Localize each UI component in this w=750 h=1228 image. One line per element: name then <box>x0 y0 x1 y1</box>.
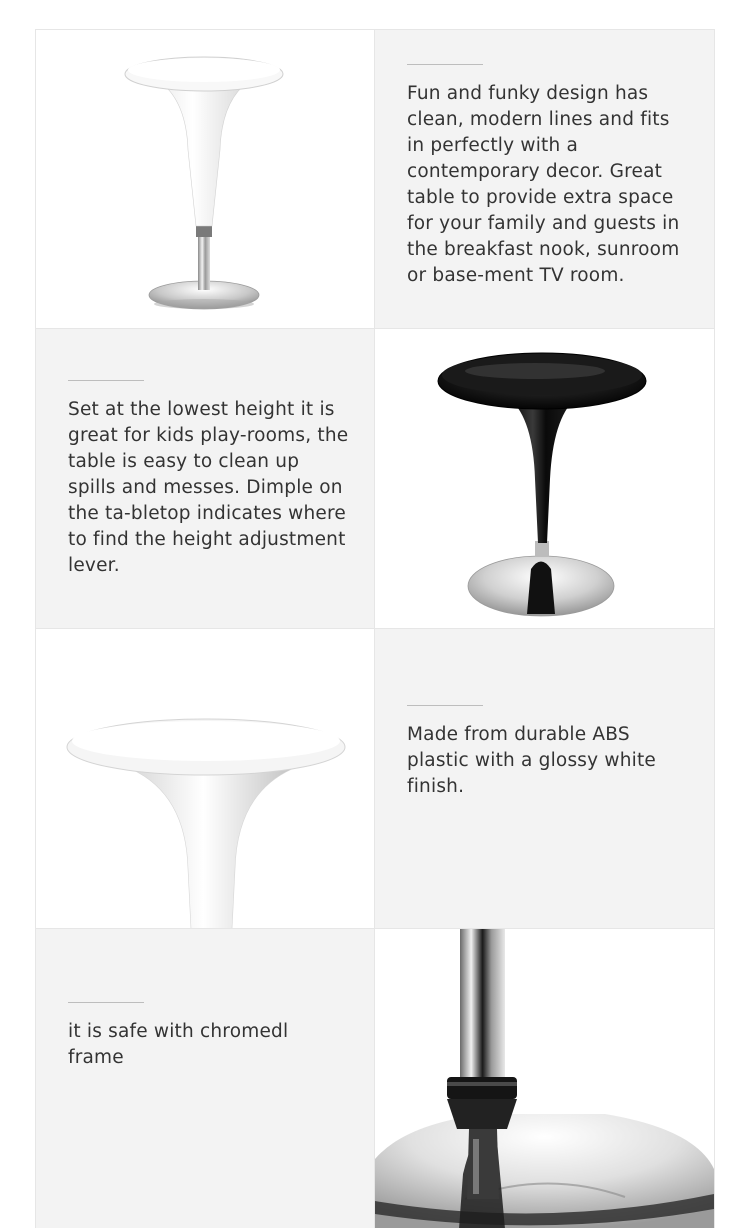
divider-line <box>68 380 144 381</box>
feature-row-4 <box>36 928 715 1228</box>
description-block-1 <box>407 64 689 289</box>
divider-line <box>407 64 483 65</box>
chrome-base-closeup-photo-icon <box>375 929 714 1228</box>
feature-row-1 <box>36 29 715 329</box>
feature-grid <box>35 29 715 1228</box>
tabletop-closeup-image-cell <box>36 629 375 928</box>
white-table-image-cell <box>36 30 375 329</box>
description-cell-3 <box>375 629 714 928</box>
description-block-4 <box>68 1002 350 1071</box>
divider-line <box>407 705 483 706</box>
description-block-2 <box>68 380 350 579</box>
description-cell-4 <box>36 929 375 1228</box>
feature-row-2 <box>36 328 715 628</box>
description-block-3 <box>407 705 689 800</box>
black-bar-table-photo-icon <box>375 329 714 628</box>
white-tabletop-closeup-photo-icon <box>36 629 375 928</box>
white-bar-table-photo-icon <box>36 30 375 329</box>
description-text-2: Set at the lowest height it is great for kids play-rooms, the table is easy to clean up spills and messes. Dimple on the ta-bletop indicates where to find the height adjustment lever. <box>68 399 349 576</box>
description-cell-2 <box>36 329 375 628</box>
black-table-image-cell <box>375 329 714 628</box>
description-cell-1 <box>375 30 714 329</box>
divider-line <box>68 1002 144 1003</box>
description-text-1: Fun and funky design has clean, modern lines and fits in perfectly with a contemporary decor. Great table to provide extra space for your family and guests in the breakfast nook, sunroom or base-ment TV room. <box>407 83 680 286</box>
description-text-3: Made from durable ABS plastic with a glossy white finish. <box>407 724 656 797</box>
description-text-4: it is safe with chromedl frame <box>68 1021 289 1068</box>
chrome-base-image-cell <box>375 929 714 1228</box>
feature-row-3 <box>36 628 715 928</box>
